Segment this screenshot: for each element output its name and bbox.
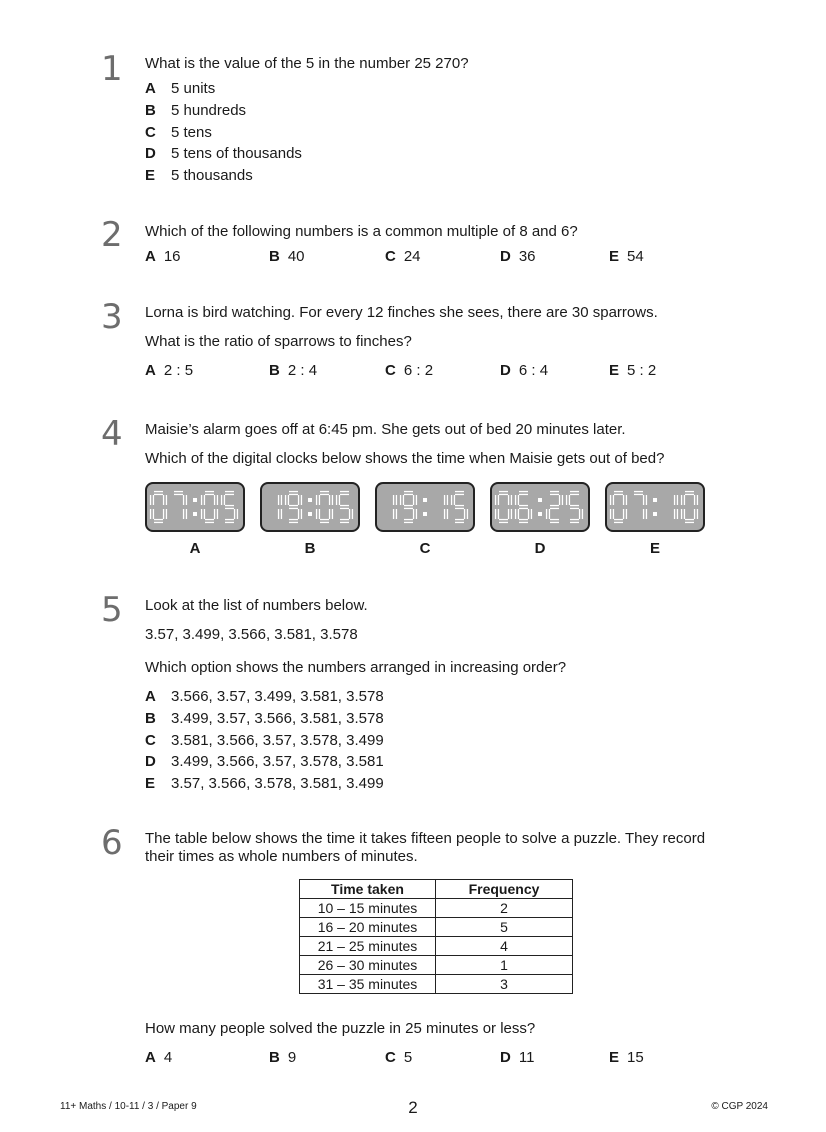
option-letter: C: [385, 362, 396, 379]
digital-clock-display: [490, 482, 590, 532]
clock-colon-dot: [308, 498, 312, 502]
option-letter: A: [145, 80, 156, 98]
table-cell: 2: [436, 899, 573, 918]
digital-clock-display: [375, 482, 475, 532]
option-text: 3.57, 3.566, 3.578, 3.581, 3.499: [171, 775, 384, 793]
option-a[interactable]: [145, 1049, 172, 1066]
table-cell: 4: [436, 937, 573, 956]
table-row: [300, 956, 573, 975]
option-row: [145, 362, 826, 380]
clock-label: B: [304, 540, 316, 557]
option-letter: C: [145, 731, 156, 749]
option-text: 3.566, 3.57, 3.499, 3.581, 3.578: [171, 688, 384, 706]
question-number: 5: [101, 590, 123, 630]
option-text: 5 tens: [171, 123, 212, 141]
option-b[interactable]: [145, 708, 384, 730]
question-number: 3: [101, 297, 123, 337]
digital-clock-display: [260, 482, 360, 532]
clock-colon-dot: [193, 498, 197, 502]
option-letter: D: [145, 145, 156, 163]
option-letter: C: [385, 1049, 396, 1066]
option-letter: E: [609, 248, 620, 265]
clock-colon-dot: [653, 498, 657, 502]
option-text: 6 : 2: [403, 362, 434, 379]
option-letter: A: [145, 362, 156, 379]
table-cell: 10 – 15 minutes: [300, 899, 436, 918]
option-b[interactable]: [145, 100, 302, 122]
table-cell: 1: [436, 956, 573, 975]
option-text: 2 : 4: [287, 362, 318, 379]
option-letter: E: [609, 362, 620, 379]
table-cell: 5: [436, 918, 573, 937]
option-text: 11: [518, 1049, 535, 1066]
table-row: [300, 975, 573, 994]
page-number: 2: [408, 1098, 418, 1117]
table-row: [300, 899, 573, 918]
option-text: 24: [403, 248, 421, 265]
option-e[interactable]: [145, 165, 302, 187]
option-letter: D: [500, 248, 511, 265]
table-cell: 21 – 25 minutes: [300, 937, 436, 956]
option-letter: D: [500, 362, 511, 379]
option-text: 5 hundreds: [171, 102, 247, 120]
option-letter: E: [609, 1049, 620, 1066]
table-header-row: [300, 880, 573, 899]
option-letter: D: [145, 753, 156, 771]
clock-colon-dot: [193, 512, 197, 516]
option-letter: C: [385, 248, 396, 265]
clock-label: D: [534, 540, 546, 557]
question-text: Look at the list of numbers below.: [145, 597, 368, 614]
option-text: 5: [403, 1049, 413, 1066]
question-text: The table below shows the time it takes fifteen people to solve a puzzle. They record: [145, 830, 706, 847]
question-text: Which of the following numbers is a common multiple of 8 and 6?: [145, 223, 578, 240]
option-text: 3.581, 3.566, 3.57, 3.578, 3.499: [171, 731, 384, 749]
question-subtext: How many people solved the puzzle in 25 minutes or less?: [145, 1020, 536, 1037]
option-b[interactable]: [269, 362, 317, 379]
option-row: [145, 248, 826, 266]
option-text: 40: [287, 248, 305, 265]
clock-colon-dot: [538, 512, 542, 516]
clock-label: E: [649, 540, 660, 557]
question-subtext: Which of the digital clocks below shows the time when Maisie gets out of bed?: [145, 450, 665, 467]
option-e[interactable]: [609, 1049, 644, 1066]
option-text: 5 units: [171, 80, 216, 98]
clock-face: [606, 483, 704, 531]
question-text: Maisie’s alarm goes off at 6:45 pm. She gets out of bed 20 minutes later.: [145, 421, 626, 438]
footer-paper-ref: 11+ Maths / 10-11 / 3 / Paper 9: [60, 1101, 197, 1112]
digital-clock-e[interactable]: [605, 482, 705, 532]
column-header: Time taken: [300, 880, 436, 899]
option-letter: E: [145, 167, 156, 185]
option-letter: A: [145, 1049, 156, 1066]
option-text: 36: [518, 248, 536, 265]
option-a[interactable]: [145, 248, 181, 265]
option-a[interactable]: [145, 362, 193, 379]
option-letter: C: [145, 123, 156, 141]
option-letter: B: [269, 248, 280, 265]
question-text: What is the value of the 5 in the number 25 270?: [145, 55, 469, 72]
table-cell: 31 – 35 minutes: [300, 975, 436, 994]
number-list: 3.57, 3.499, 3.566, 3.581, 3.578: [145, 626, 358, 643]
column-header: Frequency: [436, 880, 573, 899]
digital-clock-d[interactable]: [490, 482, 590, 532]
option-d[interactable]: [500, 248, 536, 265]
clock-label: A: [189, 540, 201, 557]
table-cell: 26 – 30 minutes: [300, 956, 436, 975]
option-c[interactable]: [385, 362, 433, 379]
question-subtext: What is the ratio of sparrows to finches?: [145, 333, 412, 350]
digital-clock-b[interactable]: [260, 482, 360, 532]
digital-clock-display: [145, 482, 245, 532]
option-letter: B: [145, 102, 156, 120]
option-text: 54: [627, 248, 644, 265]
option-row: [145, 1049, 826, 1067]
question-text-continued: their times as whole numbers of minutes.: [145, 848, 418, 865]
option-text: 5 tens of thousands: [171, 145, 302, 163]
digital-clock-a[interactable]: [145, 482, 245, 532]
question-number: 4: [101, 414, 123, 454]
clock-options: [145, 482, 710, 562]
option-letter: A: [145, 688, 156, 706]
option-e[interactable]: [145, 773, 384, 795]
option-d[interactable]: [500, 1049, 534, 1066]
option-letter: D: [500, 1049, 511, 1066]
question-text: Lorna is bird watching. For every 12 finches she sees, there are 30 sparrows.: [145, 304, 658, 321]
table-row: [300, 937, 573, 956]
option-text: 16: [163, 248, 181, 265]
option-b[interactable]: [269, 248, 305, 265]
clock-colon-dot: [538, 498, 542, 502]
digital-clock-display: [605, 482, 705, 532]
option-letter: A: [145, 248, 156, 265]
option-a[interactable]: [145, 686, 384, 708]
option-list: [145, 686, 384, 794]
clock-label: C: [419, 540, 431, 557]
option-letter: B: [269, 362, 280, 379]
option-c[interactable]: [145, 729, 384, 751]
option-text: 2 : 5: [163, 362, 194, 379]
clock-colon-dot: [653, 512, 657, 516]
table-cell: 3: [436, 975, 573, 994]
question-number: 2: [101, 215, 123, 255]
question-number: 6: [101, 823, 123, 863]
clock-colon-dot: [308, 512, 312, 516]
option-text: 5 thousands: [171, 167, 253, 185]
option-e[interactable]: [609, 362, 656, 379]
option-text: 6 : 4: [518, 362, 549, 379]
option-letter: B: [145, 710, 156, 728]
option-e[interactable]: [609, 248, 644, 265]
table-cell: 16 – 20 minutes: [300, 918, 436, 937]
question-number: 1: [101, 49, 123, 89]
option-text: 4: [163, 1049, 173, 1066]
clock-colon-dot: [423, 498, 427, 502]
question-subtext: Which option shows the numbers arranged in increasing order?: [145, 659, 567, 676]
option-text: 3.499, 3.566, 3.57, 3.578, 3.581: [171, 753, 384, 771]
option-letter: E: [145, 775, 156, 793]
option-c[interactable]: [385, 248, 421, 265]
option-list: [145, 78, 302, 186]
table-row: [300, 918, 573, 937]
clock-colon-dot: [423, 512, 427, 516]
option-d[interactable]: [145, 143, 302, 165]
option-d[interactable]: [145, 751, 384, 773]
option-text: 3.499, 3.57, 3.566, 3.581, 3.578: [171, 710, 384, 728]
digital-clock-c[interactable]: [375, 482, 475, 532]
footer-copyright: © CGP 2024: [711, 1101, 768, 1112]
option-text: 5 : 2: [627, 362, 657, 379]
option-d[interactable]: [500, 362, 548, 379]
option-letter: B: [269, 1049, 280, 1066]
option-c[interactable]: [385, 1049, 412, 1066]
option-c[interactable]: [145, 121, 302, 143]
option-b[interactable]: [269, 1049, 296, 1066]
option-text: 15: [627, 1049, 644, 1066]
frequency-table: [299, 879, 573, 994]
option-text: 9: [287, 1049, 297, 1066]
option-a[interactable]: [145, 78, 302, 100]
